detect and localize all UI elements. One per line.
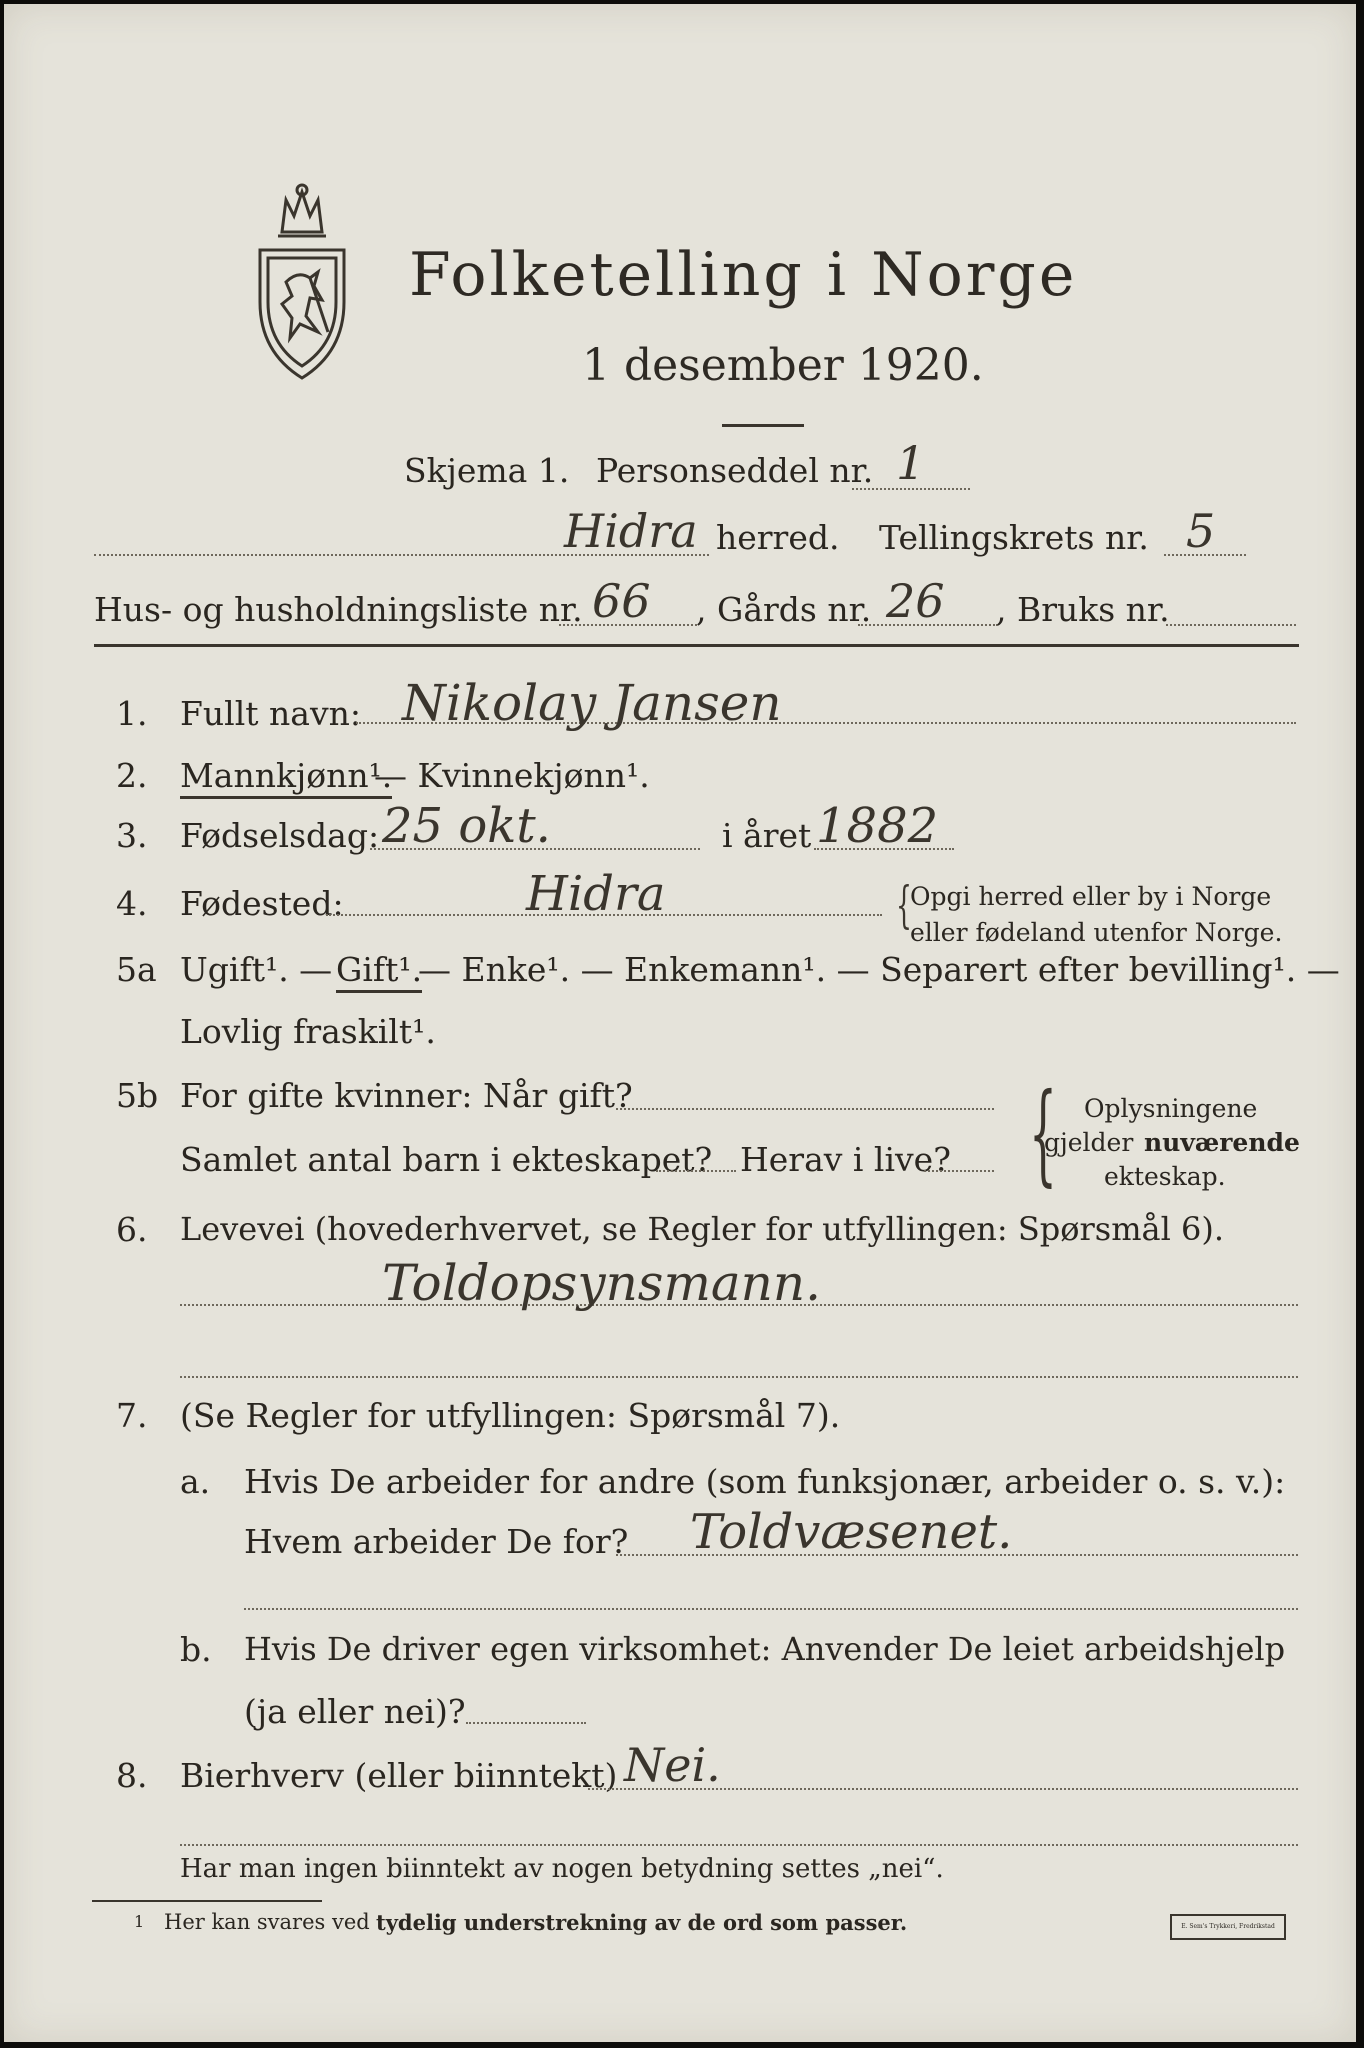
q4-note-brace: { bbox=[895, 876, 912, 934]
q7b-label: Hvis De driver egen virksomhet: Anvender De leiet arbeidshjelp bbox=[244, 1630, 1286, 1668]
q4-number: 4. bbox=[116, 884, 148, 923]
gards-label: , Gårds nr. bbox=[696, 590, 872, 629]
q2-male-option: Mannkjønn¹. bbox=[180, 756, 392, 799]
q5a-number: 5a bbox=[116, 950, 157, 989]
q1-number: 1. bbox=[116, 694, 148, 733]
q5a-gift-option: Gift¹. bbox=[336, 950, 422, 993]
q3-year-label: i året bbox=[722, 816, 812, 855]
footnote-text-b: tydelig understrekning av de ord som passer. bbox=[376, 1910, 908, 1935]
q6-label: Levevei (hovederhvervet, se Regler for utfyllingen: Spørsmål 6). bbox=[180, 1210, 1225, 1248]
tellingskrets-label: Tellingskrets nr. bbox=[879, 518, 1149, 557]
q5b-note-line3: ekteskap. bbox=[1104, 1162, 1226, 1191]
q4-value-birthplace: Hidra bbox=[526, 866, 666, 922]
q3-value-year: 1882 bbox=[816, 798, 939, 854]
herred-value: Hidra bbox=[564, 504, 698, 558]
hus-label: Hus- og husholdningsliste nr. bbox=[94, 590, 583, 629]
q4-label: Fødested: bbox=[180, 884, 344, 923]
q5b-note-line2a: gjelder bbox=[1044, 1128, 1134, 1157]
q4-note-line2: eller fødeland utenfor Norge. bbox=[910, 918, 1283, 947]
q1-label: Fullt navn: bbox=[180, 694, 361, 733]
q7-label: (Se Regler for utfyllingen: Spørsmål 7). bbox=[180, 1396, 841, 1435]
tellingskrets-value: 5 bbox=[1186, 504, 1216, 558]
q1-value-fullname: Nikolay Jansen bbox=[402, 674, 782, 732]
q5b-children-field-line bbox=[656, 1170, 736, 1172]
q8-value-side-income: Nei. bbox=[624, 1738, 721, 1792]
q5b-note-line2b: nuværende bbox=[1144, 1128, 1300, 1157]
q8-field-line-2 bbox=[180, 1844, 1298, 1846]
q7b-letter: b. bbox=[180, 1630, 212, 1669]
census-form-page bbox=[4, 4, 1356, 2042]
q7-number: 7. bbox=[116, 1396, 148, 1435]
q8-number: 8. bbox=[116, 1756, 148, 1795]
q7a-letter: a. bbox=[180, 1462, 211, 1501]
q5a-other-options: — Enke¹. — Enkemann¹. — Separert efter bevilling¹. — bbox=[418, 950, 1340, 989]
q8-label: Bierhverv (eller biinntekt) bbox=[180, 1756, 618, 1795]
q7a-field-line-2 bbox=[244, 1608, 1298, 1610]
footer-note: Har man ingen biinntekt av nogen betydning settes „nei“. bbox=[180, 1854, 944, 1884]
q2-number: 2. bbox=[116, 756, 148, 795]
q7b-field-line bbox=[466, 1722, 586, 1724]
form-title: Folketelling i Norge bbox=[409, 240, 1078, 310]
q5b-label-alive: Herav i live? bbox=[740, 1140, 951, 1179]
q4-note-line1: Opgi herred eller by i Norge bbox=[910, 882, 1272, 911]
skjema-label: Skjema 1. bbox=[404, 451, 570, 490]
q2-female-option: — Kvinnekjønn¹. bbox=[374, 756, 650, 795]
q5b-note-line1: Oplysningene bbox=[1084, 1094, 1258, 1123]
personseddel-label: Personseddel nr. bbox=[596, 451, 874, 490]
personseddel-value: 1 bbox=[896, 436, 926, 490]
title-divider bbox=[722, 424, 804, 427]
q6-field-line-2 bbox=[180, 1376, 1298, 1378]
herred-label: herred. bbox=[716, 518, 840, 557]
footnote-separator bbox=[92, 1900, 322, 1902]
bruks-label: , Bruks nr. bbox=[996, 590, 1170, 629]
printer-stamp: E. Sem's Trykkeri, Fredrikstad bbox=[1170, 1914, 1286, 1940]
footnote-number: 1 bbox=[134, 1912, 145, 1931]
footnote-text-a: Her kan svares ved bbox=[164, 1910, 370, 1934]
q3-value-birthdate: 25 okt. bbox=[382, 798, 551, 854]
q5b-note-brace: { bbox=[1029, 1069, 1057, 1197]
q5b-married-field-line bbox=[616, 1108, 994, 1110]
q3-number: 3. bbox=[116, 816, 148, 855]
q5b-label-married-when: For gifte kvinner: Når gift? bbox=[180, 1076, 633, 1115]
census-date: 1 desember 1920. bbox=[582, 340, 984, 391]
gards-value: 26 bbox=[886, 574, 945, 628]
q7a-label: Hvis De arbeider for andre (som funksjonær, arbeider o. s. v.): bbox=[244, 1462, 1286, 1501]
q6-value-occupation: Toldopsynsmann. bbox=[382, 1254, 821, 1312]
header-separator bbox=[94, 644, 1299, 647]
norwegian-coat-of-arms-icon bbox=[248, 182, 356, 382]
q5b-label-children: Samlet antal barn i ekteskapet? bbox=[180, 1140, 713, 1179]
hus-value: 66 bbox=[592, 574, 651, 628]
q5a-ugift-option: Ugift¹. — bbox=[180, 950, 333, 989]
q3-label: Fødselsdag: bbox=[180, 816, 380, 855]
q5b-number: 5b bbox=[116, 1076, 159, 1115]
q5a-fraskilt-option: Lovlig fraskilt¹. bbox=[180, 1012, 436, 1051]
bruks-field-line bbox=[1166, 624, 1296, 626]
q7b-question: (ja eller nei)? bbox=[244, 1692, 466, 1731]
q7a-value-employer: Toldvæsenet. bbox=[690, 1504, 1013, 1560]
q6-number: 6. bbox=[116, 1210, 148, 1249]
q5b-alive-field-line bbox=[924, 1170, 994, 1172]
q7a-question: Hvem arbeider De for? bbox=[244, 1522, 629, 1561]
